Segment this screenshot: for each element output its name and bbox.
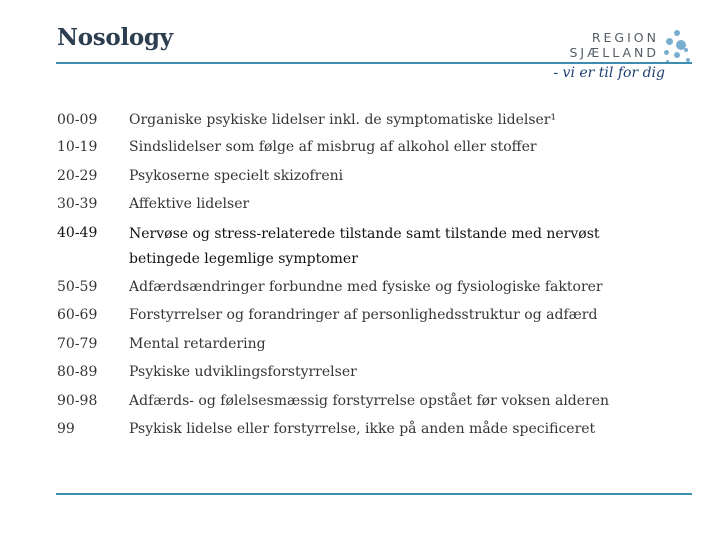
row-code: 30-39 <box>57 196 98 212</box>
row-code: 90-98 <box>57 393 98 409</box>
row-code: 00-09 <box>57 112 98 128</box>
logo-dots-icon <box>662 28 696 78</box>
row-description: Adfærdsændringer forbundne med fysiske og fysiologiske faktorer <box>129 279 603 295</box>
logo-line-region: REGION <box>591 30 659 45</box>
top-divider <box>56 62 692 64</box>
logo-tagline: - vi er til for dig <box>553 65 665 81</box>
row-code: 50-59 <box>57 279 98 295</box>
row-description-line-2: betingede legemlige symptomer <box>129 251 358 267</box>
row-code: 80-89 <box>57 364 98 380</box>
page-title: Nosology <box>57 24 173 51</box>
row-description: Psykiske udviklingsforstyrrelser <box>129 364 357 380</box>
bottom-divider <box>56 493 692 495</box>
row-description: Psykoserne specielt skizofreni <box>129 168 344 184</box>
row-description: Forstyrrelser og forandringer af personlighedsstruktur og adfærd <box>129 307 598 323</box>
row-code: 99 <box>57 421 75 437</box>
row-description: Organiske psykiske lidelser inkl. de symptomatiske lidelser¹ <box>129 112 557 128</box>
row-description: Adfærds- og følelsesmæssig forstyrrelse opstået før voksen alderen <box>129 393 610 409</box>
row-description <box>129 222 689 272</box>
row-code: 10-19 <box>57 139 98 155</box>
row-code: 40-49 <box>57 225 98 241</box>
region-sjaelland-logo <box>553 24 695 90</box>
row-description: Affektive lidelser <box>129 196 250 212</box>
row-description: Psykisk lidelse eller forstyrrelse, ikke på anden måde specificeret <box>129 421 596 437</box>
row-description-line-1: Nervøse og stress-relaterede tilstande samt tilstande med nervøst <box>129 226 600 242</box>
row-description: Sindslidelser som følge af misbrug af alkohol eller stoffer <box>129 139 537 155</box>
row-description: Mental retardering <box>129 336 266 352</box>
row-code: 70-79 <box>57 336 98 352</box>
logo-line-sjaelland: SJÆLLAND <box>569 45 659 60</box>
row-code: 20-29 <box>57 168 98 184</box>
row-code: 60-69 <box>57 307 98 323</box>
